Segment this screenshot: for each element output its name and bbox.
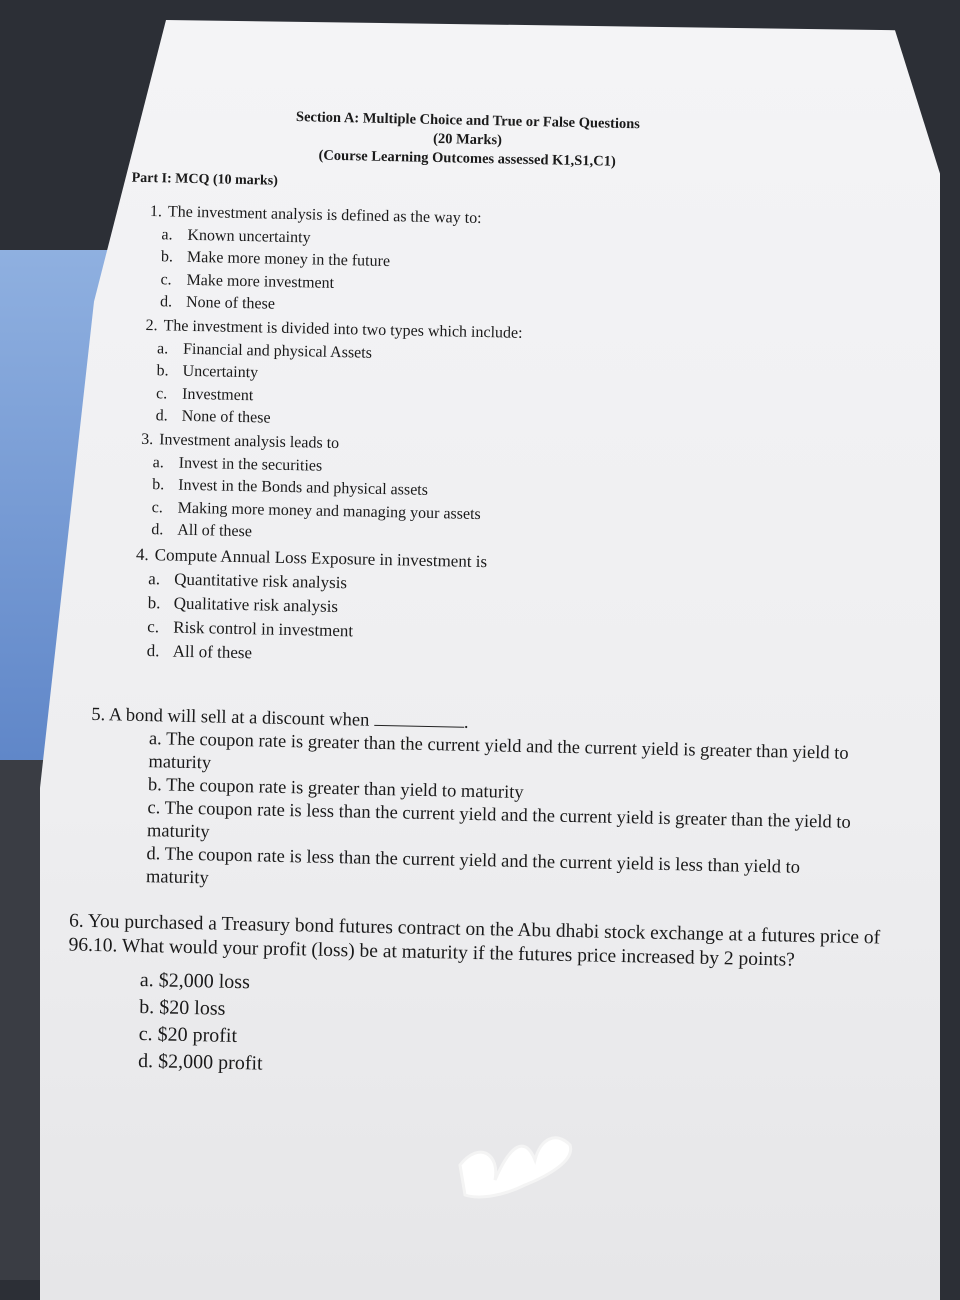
question-3 (123, 429, 482, 549)
option-a: a. Financial and physical Assets (156, 339, 373, 362)
question-5 (88, 704, 862, 904)
question-number: 4. (135, 544, 149, 565)
option-c: c. The coupon rate is less than the current yield and the current yield is greater than the yield to maturity (146, 798, 851, 843)
option-b: b. Uncertainty (156, 362, 259, 382)
section-marks: (20 Marks) (432, 130, 503, 149)
question-6 (66, 909, 889, 1090)
question-4 (119, 542, 488, 670)
question-text: Investment analysis leads to (159, 431, 340, 453)
answer-blank (374, 711, 464, 728)
option-c: c. Investment (155, 384, 254, 405)
option-a: a. Quantitative risk analysis (148, 569, 348, 593)
option-b: b. $20 loss (139, 995, 226, 1020)
option-d: d. The coupon rate is less than the current yield and the current yield is less than yield to maturity (145, 844, 801, 889)
question-text: Compute Annual Loss Exposure in investment is (154, 545, 488, 572)
section-title: Section A: Multiple Choice and True or False Questions (295, 109, 641, 133)
option-b: b. The coupon rate is greater than yield to maturity (147, 775, 524, 803)
option-a: a. Known uncertainty (161, 225, 311, 246)
question-2 (127, 315, 522, 436)
question-number: 1. (149, 203, 163, 221)
option-d: d. $2,000 profit (137, 1049, 263, 1075)
redaction-scribble (455, 1125, 585, 1205)
option-a: a. Invest in the securities (152, 453, 323, 475)
question-text: 5. A bond will sell at a discount when . (91, 704, 469, 733)
option-d: d. None of these (159, 293, 276, 314)
option-b: b. Invest in the Bonds and physical assets (152, 476, 429, 500)
option-a: a. The coupon rate is greater than the current yield and the current yield is greater than yield to maturity (148, 729, 849, 774)
question-text: The investment analysis is defined as the way to: (167, 203, 482, 227)
section-header (237, 107, 698, 174)
option-d: d. All of these (151, 521, 253, 541)
option-a: a. $2,000 loss (139, 968, 251, 994)
option-c: c. $20 profit (138, 1022, 238, 1048)
section-outcomes: (Course Learning Outcomes assessed K1,S1,C1) (318, 147, 616, 170)
option-b: b. Make more money in the future (160, 248, 391, 271)
option-c: c. Risk control in investment (147, 617, 354, 641)
option-d: d. All of these (146, 641, 253, 663)
question-number: 3. (141, 430, 154, 449)
option-d: d. None of these (155, 407, 271, 427)
question-number: 2. (145, 316, 158, 335)
question-text: The investment is divided into two types which include: (163, 317, 523, 342)
option-c: c. Making more money and managing your assets (151, 498, 481, 523)
question-text: 6. You purchased a Treasury bond futures contract on the Abu dhabi stock exchange at a futures price of 96.10. What would your profit (loss) be at maturity if the futures price increased by 2 points? (68, 910, 881, 971)
option-b: b. Qualitative risk analysis (147, 593, 339, 617)
part-title: Part I: MCQ (10 marks) (131, 170, 278, 189)
option-c: c. Make more investment (160, 271, 335, 292)
question-1 (132, 201, 482, 321)
